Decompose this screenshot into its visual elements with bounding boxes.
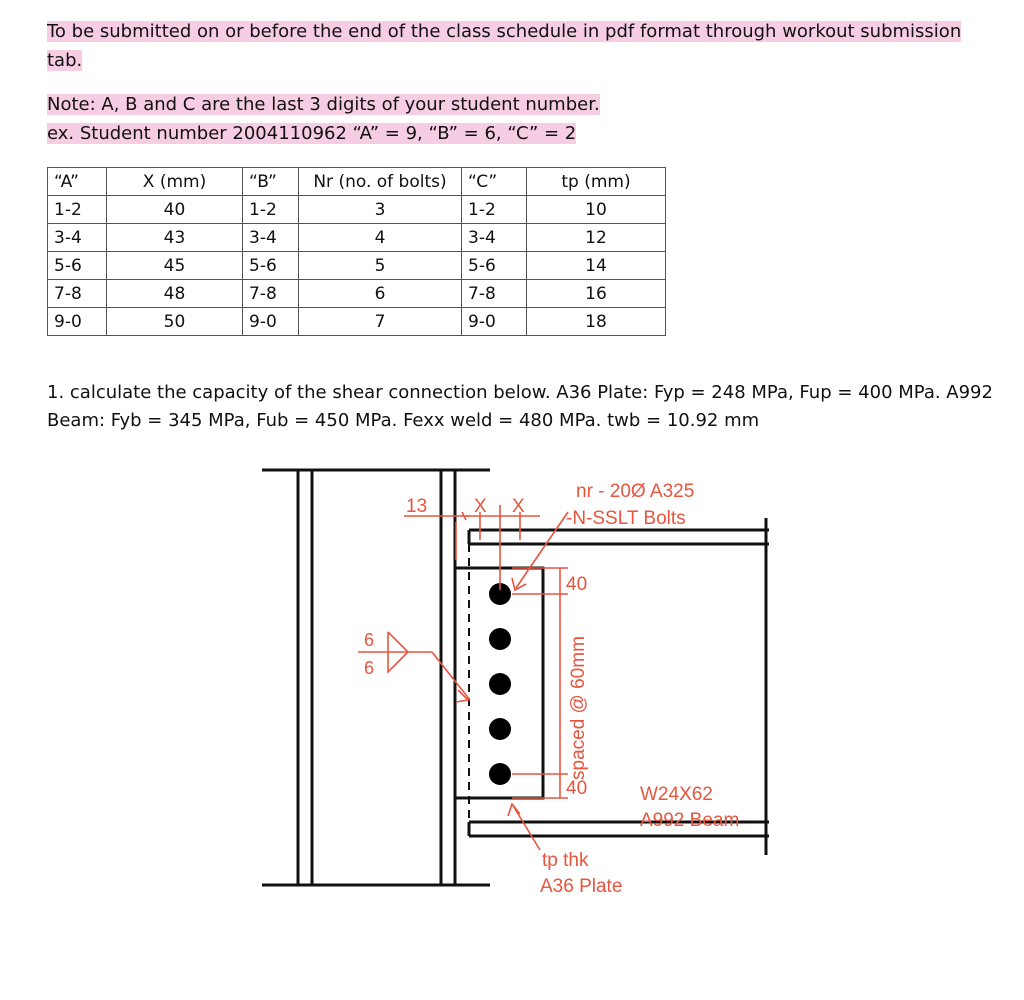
table-cell: 9-0 [462, 308, 527, 336]
table-cell: 6 [299, 280, 462, 308]
note-line-1: Note: A, B and C are the last 3 digits of your student number. [47, 94, 600, 115]
edge-distance-top-label: 40 [566, 574, 588, 595]
table-header: Nr (no. of bolts) [299, 168, 462, 196]
bolt-spec-label: nr - 20Ø A325 [576, 481, 695, 502]
table-cell: 12 [527, 224, 666, 252]
table-cell: 50 [107, 308, 243, 336]
table-cell: 5 [299, 252, 462, 280]
bolt-group [489, 583, 511, 785]
table-cell: 1-2 [48, 196, 107, 224]
table-cell: 4 [299, 224, 462, 252]
table-cell: 3-4 [462, 224, 527, 252]
note-line-2: ex. Student number 2004110962 “A” = 9, “B” = 6, “C” = 2 [47, 123, 577, 144]
plate-label: A36 Plate [540, 876, 623, 897]
table-cell: 5-6 [243, 252, 299, 280]
gap-label: 13 [406, 496, 428, 517]
bolt [489, 628, 511, 650]
table-cell: 48 [107, 280, 243, 308]
table-header: “C” [462, 168, 527, 196]
table-header: X (mm) [107, 168, 243, 196]
table-cell: 7 [299, 308, 462, 336]
table-cell: 5-6 [48, 252, 107, 280]
table-cell: 40 [107, 196, 243, 224]
plate-leader [512, 804, 540, 850]
plate-label: tp thk [542, 850, 589, 871]
weld-leader [432, 652, 470, 700]
table-cell: 5-6 [462, 252, 527, 280]
table-cell: 43 [107, 224, 243, 252]
table-header: tp (mm) [527, 168, 666, 196]
question-line-1: 1. calculate the capacity of the shear connection below. A36 Plate: Fyp = 248 MPa, Fup = 400 MPa. A992 [47, 382, 993, 403]
table-header: “B” [243, 168, 299, 196]
table-cell: 7-8 [48, 280, 107, 308]
bolt [489, 673, 511, 695]
question-line-2: Beam: Fyb = 345 MPa, Fub = 450 MPa. Fexx weld = 480 MPa. twb = 10.92 mm [47, 410, 760, 431]
table-cell: 3-4 [243, 224, 299, 252]
table-header: “A” [48, 168, 107, 196]
x-label: X [474, 496, 487, 517]
table-cell: 10 [527, 196, 666, 224]
table-cell: 1-2 [462, 196, 527, 224]
weld-size-label: 6 [364, 630, 375, 650]
edge-distance-bottom-label: 40 [566, 778, 588, 799]
x-label: X [512, 496, 525, 517]
table-cell: 14 [527, 252, 666, 280]
table-cell: 7-8 [243, 280, 299, 308]
table-cell: 45 [107, 252, 243, 280]
table-cell: 16 [527, 280, 666, 308]
table-cell: 9-0 [48, 308, 107, 336]
bolt-spec-label: -N-SSLT Bolts [566, 508, 686, 529]
weld-size-label: 6 [364, 658, 375, 678]
table-cell: 1-2 [243, 196, 299, 224]
instructions-line-2: tab. [47, 50, 83, 71]
bolt [489, 718, 511, 740]
table-cell: 3 [299, 196, 462, 224]
bolt [489, 763, 511, 785]
table-cell: 18 [527, 308, 666, 336]
table-cell: 7-8 [462, 280, 527, 308]
beam-label: W24X62 [640, 784, 713, 805]
table-cell: 3-4 [48, 224, 107, 252]
table-cell: 9-0 [243, 308, 299, 336]
instructions-line-1: To be submitted on or before the end of the class schedule in pdf format through workout submission [47, 21, 962, 42]
beam-label: A992 Beam [640, 810, 740, 831]
bolt-spacing-label: spaced @ 60mm [568, 636, 589, 780]
